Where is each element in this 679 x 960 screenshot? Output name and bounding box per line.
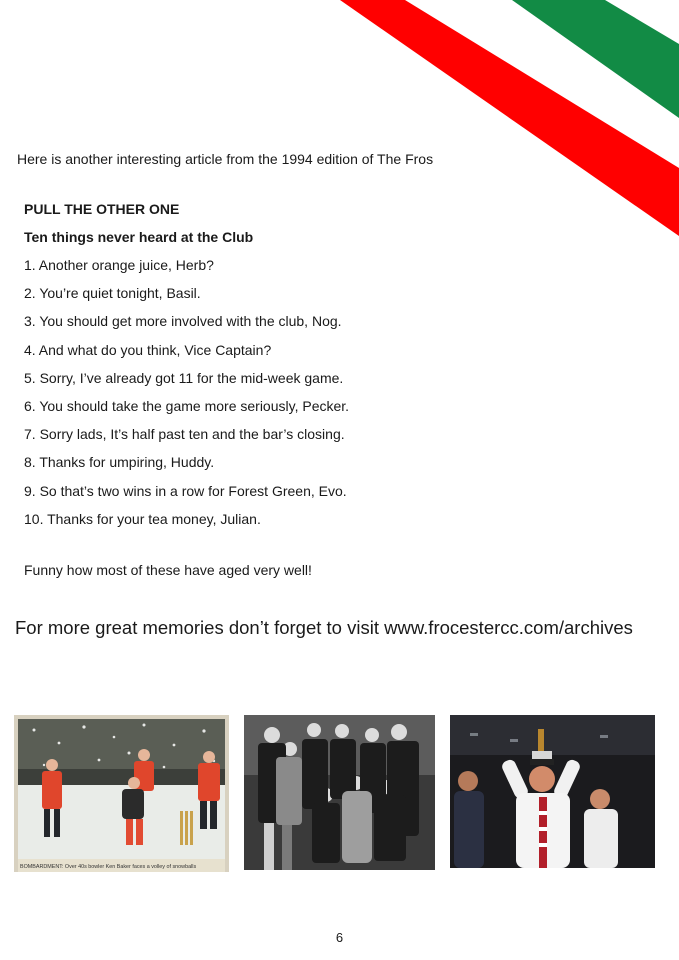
list-item: 8. Thanks for umpiring, Huddy. [24,454,215,471]
group-photo-black-white [244,715,435,870]
newspaper-caption: BOMBARDMENT: Over 40s bowler Ken Baker faces a volley of snowballs [20,864,197,870]
snow-cricket-photo [14,715,229,872]
group-photo-illustration [244,715,435,870]
article-title: PULL THE OTHER ONE [24,201,180,217]
article-subtitle: Ten things never heard at the Club [24,229,254,245]
list-item: 4. And what do you think, Vice Captain? [24,341,272,358]
list-item: 9. So that’s two wins in a row for Forest Green, Evo. [24,482,347,499]
list-item: 6. You should take the game more seriously, Pecker. [24,398,350,415]
archives-link-text: For more great memories don’t forget to visit www.frocestercc.com/archives [15,617,633,638]
intro-text: Here is another interesting article from the 1994 edition of The Fros [17,151,434,167]
list-item: 3. You should get more involved with the club, Nog. [24,313,342,330]
list-item: 1. Another orange juice, Herb? [24,257,214,273]
list-item: 7. Sorry lads, It’s half past ten and the bar’s closing. [24,426,345,443]
snow-cricket-illustration [14,715,229,872]
closing-remark: Funny how most of these have aged very well! [24,562,312,578]
list-item: 5. Sorry, I’ve already got 11 for the mid-week game. [24,369,344,386]
list-item: 10. Thanks for your tea money, Julian. [24,510,261,527]
trophy-photo [450,715,655,868]
article [24,195,584,578]
list-item: 2. You’re quiet tonight, Basil. [24,285,201,302]
trophy-illustration [450,715,655,868]
page-number: 6 [335,930,344,945]
